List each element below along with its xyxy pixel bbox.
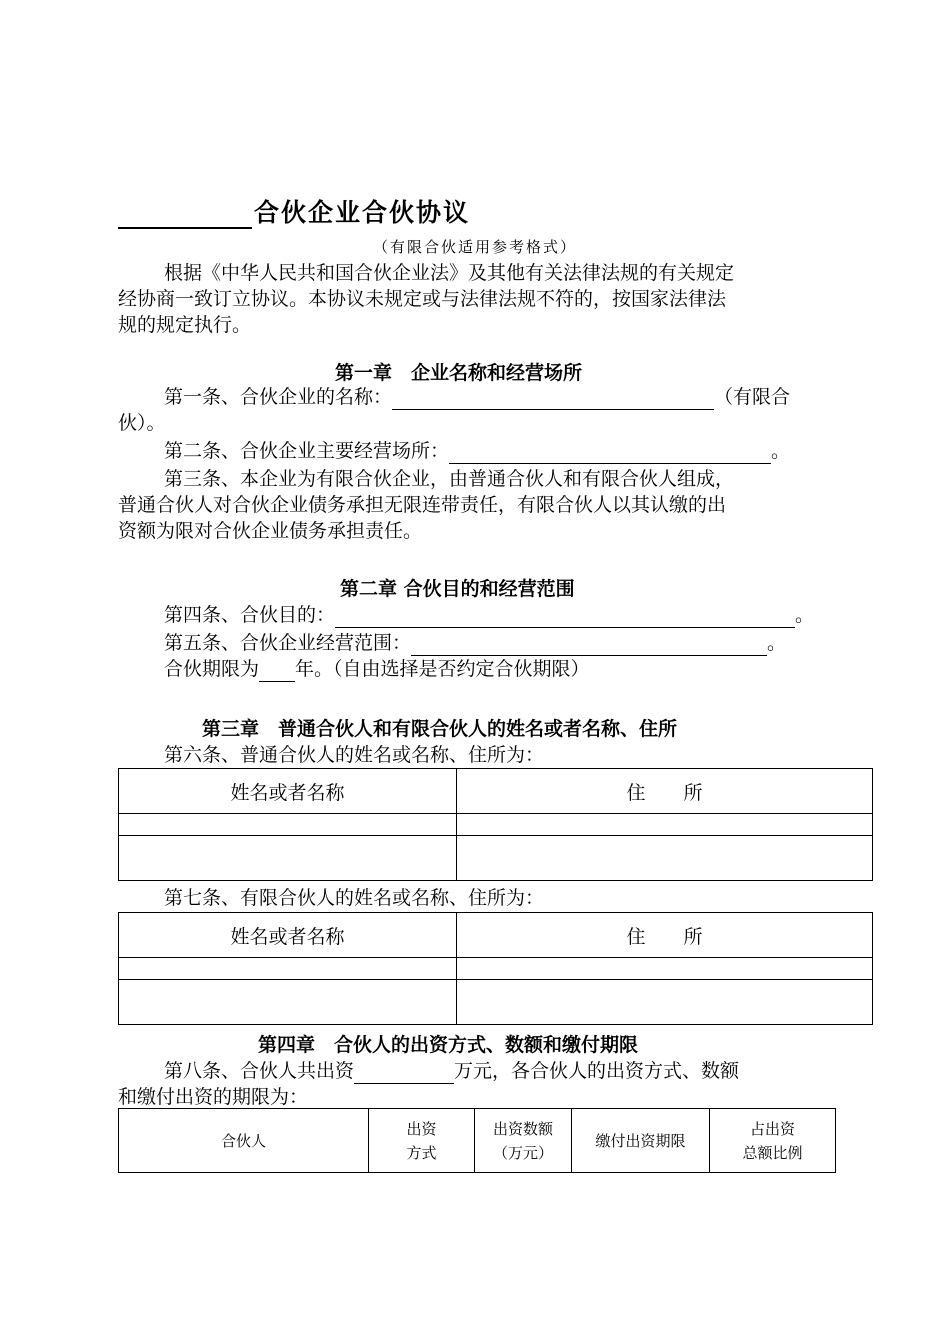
- article-5-label: 第五条、合伙企业经营范围：: [164, 632, 412, 654]
- table-cell[interactable]: [119, 958, 457, 980]
- title-text: 合伙企业合伙协议: [254, 198, 471, 227]
- col-address-header: 住 所: [457, 769, 873, 814]
- col-method-label-2: 方式: [406, 1143, 437, 1162]
- title-blank-line[interactable]: [118, 203, 252, 229]
- table-cell[interactable]: [119, 980, 457, 1025]
- article-4: [164, 602, 814, 628]
- table-cell[interactable]: [119, 836, 457, 881]
- col-amount-header: [475, 1109, 572, 1173]
- col-name-header: 姓名或者名称: [119, 769, 457, 814]
- total-capital-blank[interactable]: [354, 1063, 454, 1084]
- table-row: [119, 980, 873, 1025]
- table-cell[interactable]: [457, 980, 873, 1025]
- table-row: [119, 958, 873, 980]
- article-8-prefix: 第八条、合伙人共出资: [164, 1060, 355, 1082]
- limited-partners-table: [118, 912, 873, 1025]
- article-3-line-1: 第三条、本企业为有限合伙企业，由普通合伙人和有限合伙人组成，: [164, 468, 735, 490]
- article-4-label: 第四条、合伙目的：: [164, 604, 336, 626]
- article-5-blank[interactable]: [411, 635, 767, 656]
- article-6: 第六条、普通合伙人的姓名或名称、住所为：: [164, 744, 545, 766]
- intro-line-2: 经协商一致订立协议。本协议未规定或与法律法规不符的，按国家法律法: [118, 288, 727, 310]
- document-title: [118, 193, 470, 229]
- col-amount-label-2: （万元）: [492, 1143, 553, 1162]
- term-line: [164, 656, 590, 682]
- col-ratio-label-1: 占出资: [749, 1119, 795, 1138]
- col-deadline-label: 缴付出资期限: [595, 1131, 686, 1150]
- table-cell[interactable]: [457, 836, 873, 881]
- col-method-label-1: 出资: [406, 1119, 437, 1138]
- col-address-header: 住 所: [457, 913, 873, 958]
- article-1-cont: 伙）。: [118, 412, 166, 434]
- article-3-line-3: 资额为限对合伙企业债务承担责任。: [118, 520, 423, 542]
- article-1-label: 第一条、合伙企业的名称：: [164, 386, 393, 408]
- chapter-3-heading: 第三章 普通合伙人和有限合伙人的姓名或者名称、住所: [202, 718, 678, 740]
- col-partner-label: 合伙人: [220, 1131, 266, 1150]
- table-cell[interactable]: [457, 958, 873, 980]
- term-years-blank[interactable]: [259, 661, 295, 682]
- term-prefix: 合伙期限为: [164, 658, 260, 680]
- table-header-row: [119, 1109, 836, 1173]
- general-partners-table: [118, 768, 873, 881]
- article-1: [164, 384, 790, 410]
- table-cell[interactable]: [457, 814, 873, 836]
- contribution-table: [118, 1108, 836, 1173]
- col-method-header: [369, 1109, 475, 1173]
- chapter-1-heading: 第一章 企业名称和经营场所: [335, 362, 583, 384]
- col-amount-label-1: 出资数额: [492, 1119, 553, 1138]
- chapter-2-heading: 第二章 合伙目的和经营范围: [340, 578, 575, 600]
- article-8-suffix: 万元，各合伙人的出资方式、数额: [454, 1060, 740, 1082]
- col-partner-header: [119, 1109, 369, 1173]
- article-7: 第七条、有限合伙人的姓名或名称、住所为：: [164, 887, 545, 909]
- col-ratio-label-2: 总额比例: [742, 1143, 803, 1162]
- col-ratio-header: [710, 1109, 836, 1173]
- term-suffix: 年。（自由选择是否约定合伙期限）: [295, 658, 590, 680]
- article-2-suffix: 。: [771, 440, 791, 462]
- table-header-row: [119, 913, 873, 958]
- article-1-suffix: （有限合: [714, 386, 791, 408]
- document-subtitle: （有限合伙适用参考格式）: [372, 238, 577, 256]
- intro-line-3: 规的规定执行。: [118, 314, 252, 336]
- article-8: [164, 1058, 739, 1084]
- article-3-line-2: 普通合伙人对合伙企业债务承担无限连带责任，有限合伙人以其认缴的出: [118, 494, 727, 516]
- intro-line-1: 根据《中华人民共和国合伙企业法》及其他有关法律法规的有关规定: [164, 262, 735, 284]
- article-2-blank[interactable]: [449, 443, 771, 464]
- col-deadline-header: [572, 1109, 710, 1173]
- col-name-header: 姓名或者名称: [119, 913, 457, 958]
- table-row: [119, 836, 873, 881]
- article-2-label: 第二条、合伙企业主要经营场所：: [164, 440, 450, 462]
- table-cell[interactable]: [119, 814, 457, 836]
- article-2: [164, 438, 790, 464]
- article-4-blank[interactable]: [335, 607, 795, 628]
- article-5-suffix: 。: [767, 632, 787, 654]
- article-8-cont: 和缴付出资的期限为：: [118, 1086, 309, 1108]
- article-5: [164, 630, 786, 656]
- article-4-suffix: 。: [795, 604, 815, 626]
- table-row: [119, 814, 873, 836]
- article-1-blank[interactable]: [392, 389, 714, 410]
- chapter-4-heading: 第四章 合伙人的出资方式、数额和缴付期限: [258, 1034, 639, 1056]
- table-header-row: [119, 769, 873, 814]
